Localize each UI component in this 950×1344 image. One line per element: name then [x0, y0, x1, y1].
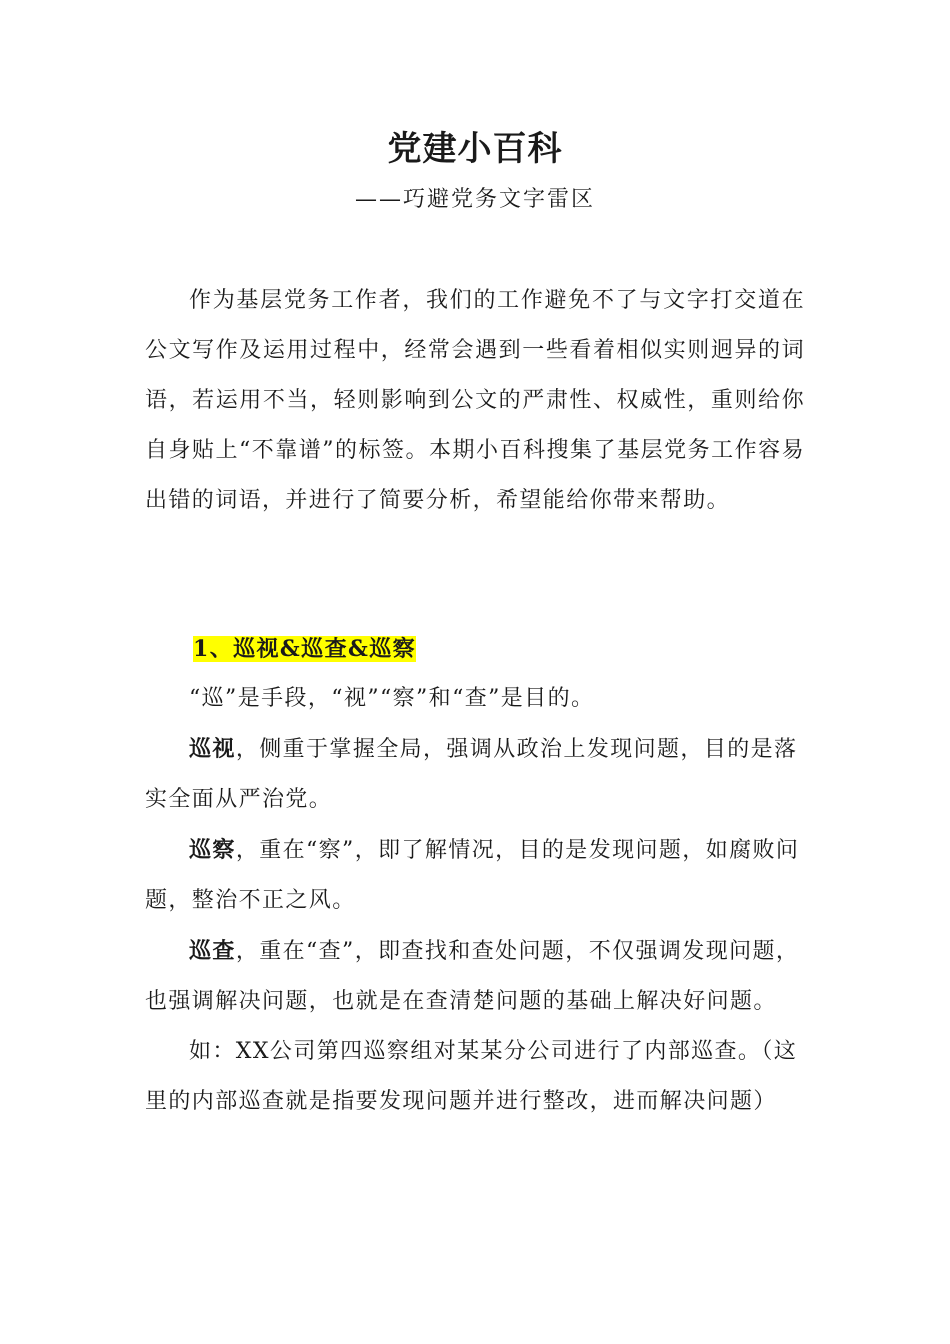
term-xuncha-check: 巡查 [189, 938, 236, 964]
section-1 [145, 624, 805, 1127]
section-heading [145, 624, 805, 674]
section-summary: “巡”是手段，“视”“察”和“查”是目的。 [189, 686, 595, 711]
definition-xuncha-check: ，重在“查”，即查找和查处问题，不仅强调发现问题，也强调解决问题，也就是在查清楚问题的基础上解决好问题。 [145, 939, 800, 1014]
section-heading-text: 1、巡视&巡查&巡察 [193, 636, 417, 662]
term-xuncha-inspect: 巡察 [189, 837, 236, 863]
example-paragraph: 如：XX公司第四巡察组对某某分公司进行了内部巡查。（这里的内部巡查就是指要发现问题并进行整改，进而解决问题） [145, 1039, 798, 1114]
definition-paragraph-xuncha-inspect [145, 825, 805, 926]
term-xunshi: 巡视 [189, 736, 236, 762]
document-subtitle: ——巧避党务文字雷区 [354, 187, 595, 212]
definition-paragraph-xuncha-check [145, 926, 805, 1027]
document-title: 党建小百科 [387, 129, 563, 169]
definition-xunshi: ，侧重于掌握全局，强调从政治上发现问题，目的是落实全面从严治党。 [145, 737, 798, 812]
definition-xuncha-inspect: ，重在“察”，即了解情况，目的是发现问题，如腐败问题，整治不正之风。 [145, 838, 800, 913]
intro-paragraph: 作为基层党务工作者，我们的工作避免不了与文字打交道在公文写作及运用过程中，经常会遇到一些看着相似实则迥异的词语，若运用不当，轻则影响到公文的严肃性、权威性，重则给你自身贴上“不靠谱”的标签。本期小百科搜集了基层党务工作容易出错的词语，并进行了简要分析，希望能给你带来帮助。 [145, 288, 805, 513]
definition-paragraph-xunshi [145, 724, 805, 825]
intro-block [145, 276, 805, 526]
